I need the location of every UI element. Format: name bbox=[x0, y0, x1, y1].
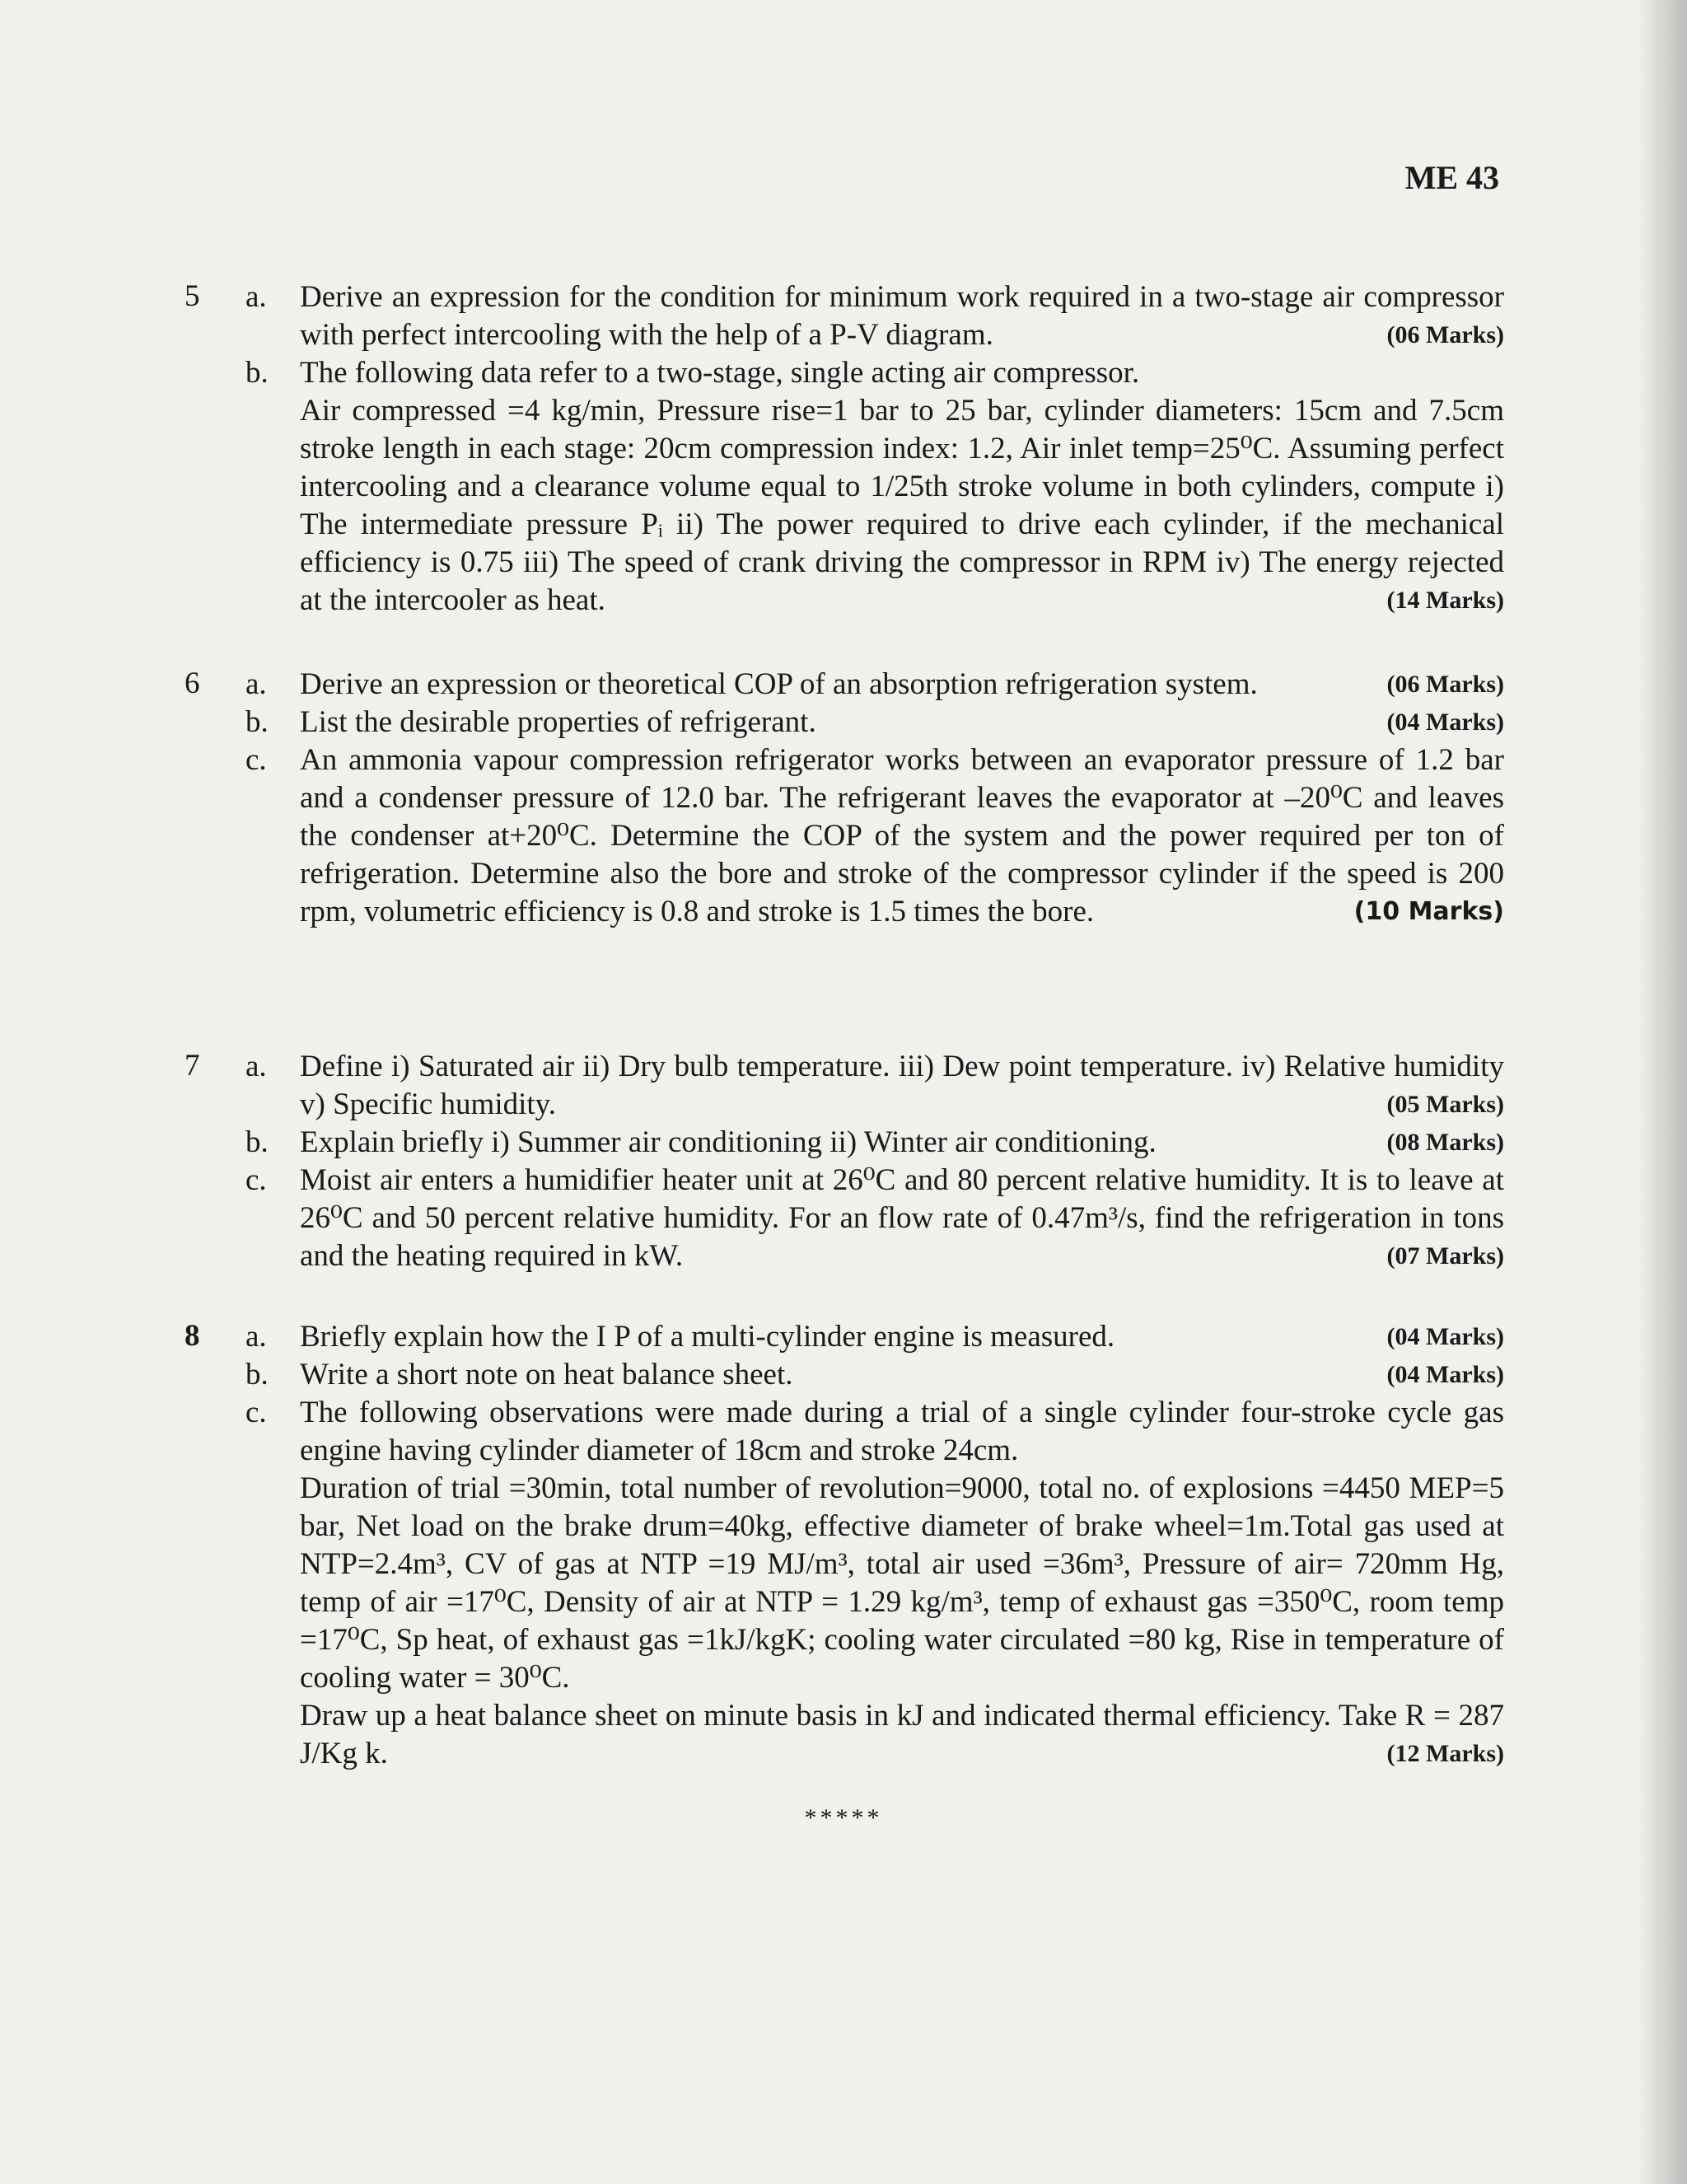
end-of-paper-stars: ***** bbox=[804, 1804, 883, 1831]
part-text: Explain briefly i) Summer air conditioning ii) Winter air conditioning. bbox=[300, 1125, 1157, 1159]
part-text: Moist air enters a humidifier heater unit at 26⁰C and 80 percent relative humidity. It is to leave at 26⁰C and 50 percent relative humidity. For an flow rate of 0.47m³/s, find the refrigeration in tons and the heating required in kW. bbox=[300, 1163, 1504, 1273]
question-8-part-b bbox=[245, 1356, 1504, 1394]
question-number: 6 bbox=[185, 666, 200, 700]
part-letter: b. bbox=[245, 1358, 269, 1391]
question-number: 7 bbox=[185, 1049, 200, 1083]
paper-code: ME 43 bbox=[1404, 159, 1499, 196]
question-5 bbox=[0, 278, 1687, 620]
question-8 bbox=[0, 1318, 1687, 1773]
question-7-part-b bbox=[245, 1124, 1504, 1162]
part-text: Briefly explain how the I P of a multi-cylinder engine is measured. bbox=[300, 1320, 1115, 1354]
part-text: Derive an expression or theoretical COP of an absorption refrigeration system. bbox=[300, 667, 1258, 701]
question-7 bbox=[0, 1048, 1687, 1275]
marks-label: (04 Marks) bbox=[1386, 709, 1504, 736]
marks-label: (14 Marks) bbox=[1386, 587, 1504, 614]
question-6-part-b bbox=[245, 704, 1504, 741]
part-text: The following observations were made during a trial of a single cylinder four-stroke cycle gas engine having cylinder diameter of 18cm and stroke 24cm. bbox=[300, 1396, 1504, 1467]
marks-label: (12 Marks) bbox=[1386, 1740, 1504, 1767]
marks-label: (04 Marks) bbox=[1386, 1361, 1504, 1388]
part-letter: a. bbox=[245, 1050, 267, 1083]
part-text: Derive an expression for the condition for minimum work required in a two-stage air compressor with perfect intercooling with the help of a P-V diagram. bbox=[300, 280, 1504, 352]
part-letter: b. bbox=[245, 705, 269, 739]
marks-label: (06 Marks) bbox=[1386, 671, 1504, 698]
part-letter: a. bbox=[245, 667, 267, 701]
question-6-part-c bbox=[245, 741, 1504, 931]
part-letter: c. bbox=[245, 1396, 267, 1429]
question-8-part-a bbox=[245, 1318, 1504, 1356]
part-letter: b. bbox=[245, 356, 269, 390]
part-text: Write a short note on heat balance sheet. bbox=[300, 1358, 793, 1391]
question-5-part-b bbox=[245, 354, 1504, 620]
question-7-part-a bbox=[245, 1048, 1504, 1124]
part-data-text: Air compressed =4 kg/min, Pressure rise=1 bar to 25 bar, cylinder diameters: 15cm and 7.5cm stroke length in each stage: 20cm compression index: 1.2, Air inlet temp=25⁰C. Assuming perfect intercooling and a clearance volume equal to 1/25th stroke volume in both cylinders, compute i) The intermediate pressure Pᵢ ii) The power required to drive each cylinder, if the mechanical efficiency is 0.75 iii) The speed of crank driving the compressor in RPM iv) The energy rejected at the intercooler as heat. bbox=[300, 394, 1504, 617]
part-text: List the desirable properties of refrigerant. bbox=[300, 705, 816, 739]
part-letter: c. bbox=[245, 743, 267, 777]
marks-label: (05 Marks) bbox=[1386, 1091, 1504, 1118]
marks-label: (08 Marks) bbox=[1386, 1129, 1504, 1156]
part-data-text: Duration of trial =30min, total number of revolution=9000, total no. of explosions =4450 MEP=5 bar, Net load on the brake drum=40kg, effective diameter of brake wheel=1m.Total gas used at NTP=2.4m³, CV of gas at NTP =19 MJ/m³, total air used =36m³, Pressure of air= 720mm Hg, temp of air =17⁰C, Density of air at NTP = 1.29 kg/m³, temp of exhaust gas =350⁰C, room temp =17⁰C, Sp heat, of exhaust gas =1kJ/kgK; cooling water circulated =80 kg, Rise in temperature of cooling water = 30⁰C. bbox=[300, 1471, 1504, 1695]
question-number: 5 bbox=[185, 279, 200, 313]
part-text: The following data refer to a two-stage, single acting air compressor. bbox=[300, 356, 1140, 390]
part-text: Define i) Saturated air ii) Dry bulb temperature. iii) Dew point temperature. iv) Relative humidity v) Specific humidity. bbox=[300, 1050, 1504, 1121]
marks-label: (06 Marks) bbox=[1386, 321, 1504, 348]
part-letter: b. bbox=[245, 1125, 269, 1159]
question-7-part-c bbox=[245, 1162, 1504, 1275]
part-instruction-text: Draw up a heat balance sheet on minute basis in kJ and indicated thermal efficiency. Take R = 287 J/Kg k. bbox=[300, 1699, 1504, 1770]
part-letter: a. bbox=[245, 1320, 267, 1354]
question-6 bbox=[0, 666, 1687, 931]
question-8-part-c bbox=[245, 1394, 1504, 1773]
part-letter: a. bbox=[245, 280, 267, 314]
part-letter: c. bbox=[245, 1163, 267, 1197]
marks-label: (10 Marks) bbox=[1353, 897, 1504, 926]
marks-label: (04 Marks) bbox=[1386, 1323, 1504, 1350]
question-5-part-a bbox=[245, 278, 1504, 354]
marks-label: (07 Marks) bbox=[1386, 1242, 1504, 1270]
question-6-part-a bbox=[245, 666, 1504, 704]
question-number: 8 bbox=[185, 1319, 200, 1353]
part-text: An ammonia vapour compression refrigerator works between an evaporator pressure of 1.2 bar and a condenser pressure of 12.0 bar. The refrigerant leaves the evaporator at –20⁰C and leaves the condenser at+20⁰C. Determine the COP of the system and the power required per ton of refrigeration. Determine also the bore and stroke of the compressor cylinder if the speed is 200 rpm, volumetric efficiency is 0.8 and stroke is 1.5 times the bore. bbox=[300, 743, 1504, 928]
